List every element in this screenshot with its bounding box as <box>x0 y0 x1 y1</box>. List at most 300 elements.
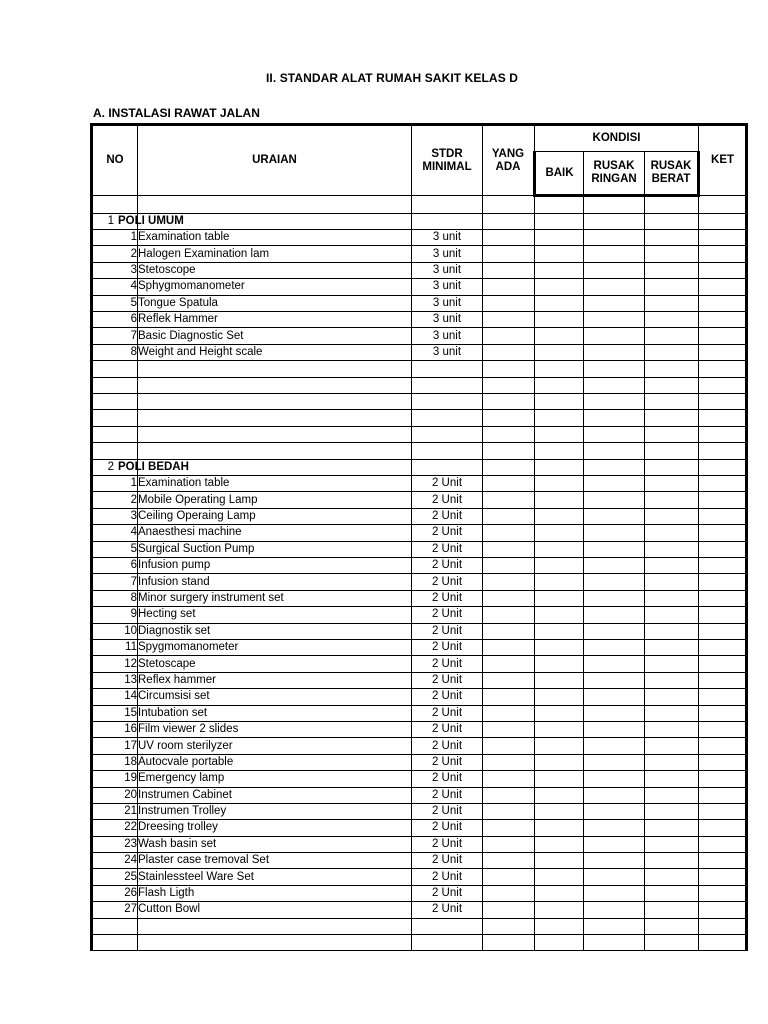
empty-cell <box>535 771 584 787</box>
category-number: 2 <box>107 461 114 474</box>
empty-cell <box>584 902 645 918</box>
header-rusak-ringan-line1: RUSAK <box>593 160 635 172</box>
empty-cell <box>535 443 584 460</box>
header-rusak-ringan <box>584 152 645 196</box>
item-std-minimal: 2 Unit <box>412 705 483 721</box>
empty-cell <box>483 344 535 360</box>
category-name: POLI BEDAH <box>118 461 189 474</box>
empty-cell <box>699 853 747 869</box>
empty-cell <box>138 410 412 426</box>
item-number: 18 <box>92 754 138 770</box>
empty-cell <box>699 836 747 852</box>
empty-row <box>92 918 747 934</box>
empty-cell <box>138 196 412 214</box>
empty-cell <box>483 918 535 934</box>
empty-cell <box>92 361 138 377</box>
spacer-row <box>92 196 747 214</box>
item-std-minimal: 2 Unit <box>412 656 483 672</box>
item-number: 12 <box>92 656 138 672</box>
item-number: 26 <box>92 885 138 901</box>
table-row <box>92 803 747 819</box>
item-std-minimal: 3 unit <box>412 279 483 295</box>
empty-cell <box>412 918 483 934</box>
item-std-minimal: 2 Unit <box>412 771 483 787</box>
empty-cell <box>699 672 747 688</box>
item-number: 10 <box>92 623 138 639</box>
item-number: 7 <box>92 574 138 590</box>
empty-cell <box>483 935 535 951</box>
empty-cell <box>699 476 747 492</box>
item-std-minimal: 2 Unit <box>412 639 483 655</box>
table-row <box>92 787 747 803</box>
item-number: 6 <box>92 311 138 327</box>
header-baik: BAIK <box>535 152 584 196</box>
item-uraian: UV room sterilyzer <box>138 738 412 754</box>
item-number: 4 <box>92 525 138 541</box>
empty-cell <box>645 426 699 442</box>
item-uraian: Reflex hammer <box>138 672 412 688</box>
item-number: 1 <box>92 476 138 492</box>
empty-cell <box>483 885 535 901</box>
item-std-minimal: 2 Unit <box>412 803 483 819</box>
table-row <box>92 279 747 295</box>
empty-cell <box>584 508 645 524</box>
empty-cell <box>699 754 747 770</box>
table-row <box>92 344 747 360</box>
table-row <box>92 820 747 836</box>
empty-cell <box>699 574 747 590</box>
table-row <box>92 853 747 869</box>
empty-cell <box>645 721 699 737</box>
empty-cell <box>535 262 584 278</box>
empty-cell <box>584 230 645 246</box>
item-std-minimal: 2 Unit <box>412 525 483 541</box>
empty-cell <box>535 393 584 409</box>
empty-cell <box>584 721 645 737</box>
empty-cell <box>699 328 747 344</box>
empty-cell <box>535 426 584 442</box>
empty-cell <box>699 393 747 409</box>
empty-cell <box>699 803 747 819</box>
empty-cell <box>699 771 747 787</box>
empty-cell <box>645 410 699 426</box>
header-rusak-berat-line2: BERAT <box>651 173 691 185</box>
item-uraian: Stetoscape <box>138 656 412 672</box>
empty-cell <box>645 508 699 524</box>
item-uraian: Plaster case tremoval Set <box>138 853 412 869</box>
empty-row <box>92 361 747 377</box>
item-std-minimal: 2 Unit <box>412 754 483 770</box>
empty-cell <box>483 689 535 705</box>
item-number: 6 <box>92 558 138 574</box>
category-name: POLI UMUM <box>118 215 184 227</box>
empty-cell <box>584 328 645 344</box>
empty-cell <box>483 672 535 688</box>
item-std-minimal: 3 unit <box>412 230 483 246</box>
empty-cell <box>699 639 747 655</box>
item-std-minimal: 2 Unit <box>412 738 483 754</box>
empty-cell <box>138 377 412 393</box>
empty-cell <box>483 656 535 672</box>
item-std-minimal: 3 unit <box>412 344 483 360</box>
empty-cell <box>535 623 584 639</box>
item-uraian: Anaesthesi machine <box>138 525 412 541</box>
page-title: II. STANDAR ALAT RUMAH SAKIT KELAS D <box>265 71 519 85</box>
empty-cell <box>699 787 747 803</box>
empty-cell <box>584 672 645 688</box>
empty-cell <box>535 689 584 705</box>
item-uraian: Reflek Hammer <box>138 311 412 327</box>
item-std-minimal: 3 unit <box>412 262 483 278</box>
empty-cell <box>535 754 584 770</box>
table-row <box>92 607 747 623</box>
empty-cell <box>138 918 412 934</box>
empty-cell <box>584 885 645 901</box>
empty-cell <box>483 738 535 754</box>
table-row <box>92 230 747 246</box>
table-body <box>92 196 747 951</box>
empty-cell <box>483 525 535 541</box>
empty-cell <box>584 361 645 377</box>
spacer-row <box>92 443 747 460</box>
empty-cell <box>483 279 535 295</box>
empty-cell <box>483 443 535 460</box>
empty-cell <box>699 443 747 460</box>
item-std-minimal: 2 Unit <box>412 508 483 524</box>
table-row <box>92 885 747 901</box>
empty-cell <box>645 869 699 885</box>
item-number: 22 <box>92 820 138 836</box>
empty-cell <box>645 393 699 409</box>
empty-cell <box>699 246 747 262</box>
empty-cell <box>645 787 699 803</box>
empty-cell <box>535 492 584 508</box>
empty-cell <box>92 410 138 426</box>
empty-cell <box>584 689 645 705</box>
table-row <box>92 492 747 508</box>
item-uraian: Autocvale portable <box>138 754 412 770</box>
empty-cell <box>535 295 584 311</box>
empty-cell <box>483 492 535 508</box>
item-uraian: Halogen Examination lam <box>138 246 412 262</box>
empty-cell <box>483 869 535 885</box>
item-number: 4 <box>92 279 138 295</box>
empty-row <box>92 935 747 951</box>
table-row <box>92 311 747 327</box>
empty-cell <box>584 393 645 409</box>
empty-cell <box>535 820 584 836</box>
empty-cell <box>483 410 535 426</box>
table-row <box>92 902 747 918</box>
table-row <box>92 689 747 705</box>
item-std-minimal: 2 Unit <box>412 869 483 885</box>
item-std-minimal: 2 Unit <box>412 476 483 492</box>
empty-cell <box>412 443 483 460</box>
empty-cell <box>412 361 483 377</box>
item-number: 2 <box>92 492 138 508</box>
empty-cell <box>584 525 645 541</box>
empty-cell <box>535 344 584 360</box>
empty-cell <box>699 558 747 574</box>
empty-cell <box>699 705 747 721</box>
category-cell <box>92 214 184 230</box>
equipment-table <box>90 123 748 951</box>
header-uraian: URAIAN <box>138 125 412 196</box>
item-uraian: Tongue Spatula <box>138 295 412 311</box>
empty-cell <box>584 705 645 721</box>
empty-cell <box>645 492 699 508</box>
table-row <box>92 558 747 574</box>
empty-cell <box>699 738 747 754</box>
empty-cell <box>699 885 747 901</box>
empty-cell <box>699 492 747 508</box>
empty-cell <box>584 558 645 574</box>
empty-cell <box>483 787 535 803</box>
empty-cell <box>535 279 584 295</box>
empty-cell <box>645 196 699 214</box>
item-uraian: Dreesing trolley <box>138 820 412 836</box>
empty-cell <box>483 853 535 869</box>
category-cell <box>92 460 189 476</box>
empty-cell <box>483 574 535 590</box>
empty-cell <box>699 361 747 377</box>
empty-cell <box>645 705 699 721</box>
empty-cell <box>483 639 535 655</box>
empty-cell <box>535 902 584 918</box>
empty-cell <box>412 393 483 409</box>
empty-cell <box>584 295 645 311</box>
item-uraian: Hecting set <box>138 607 412 623</box>
empty-cell <box>584 803 645 819</box>
empty-cell <box>645 344 699 360</box>
empty-cell <box>483 214 535 230</box>
header-yang-line1: YANG <box>491 147 525 160</box>
table-row <box>92 246 747 262</box>
empty-cell <box>645 460 699 476</box>
empty-cell <box>412 935 483 951</box>
empty-cell <box>535 328 584 344</box>
empty-cell <box>535 590 584 606</box>
item-uraian: Infusion pump <box>138 558 412 574</box>
empty-cell <box>699 279 747 295</box>
empty-cell <box>483 820 535 836</box>
empty-cell <box>535 738 584 754</box>
empty-cell <box>584 754 645 770</box>
header-rusak-ringan-line2: RINGAN <box>591 173 637 185</box>
empty-cell <box>535 885 584 901</box>
category-label <box>93 214 184 229</box>
empty-cell <box>535 721 584 737</box>
header-no: NO <box>92 125 138 196</box>
empty-cell <box>699 935 747 951</box>
empty-cell <box>584 869 645 885</box>
table-row <box>92 705 747 721</box>
empty-cell <box>584 279 645 295</box>
empty-cell <box>412 214 483 230</box>
item-std-minimal: 3 unit <box>412 311 483 327</box>
category-row <box>92 460 747 476</box>
item-std-minimal: 2 Unit <box>412 902 483 918</box>
item-uraian: Emergency lamp <box>138 771 412 787</box>
empty-row <box>92 426 747 442</box>
item-number: 21 <box>92 803 138 819</box>
table-row <box>92 738 747 754</box>
empty-cell <box>584 918 645 934</box>
empty-cell <box>645 558 699 574</box>
empty-cell <box>483 508 535 524</box>
item-uraian: Instrumen Trolley <box>138 803 412 819</box>
empty-cell <box>483 230 535 246</box>
empty-cell <box>584 460 645 476</box>
empty-cell <box>535 607 584 623</box>
item-number: 8 <box>92 590 138 606</box>
empty-cell <box>645 246 699 262</box>
item-number: 5 <box>92 295 138 311</box>
table-row <box>92 328 747 344</box>
empty-cell <box>584 935 645 951</box>
empty-cell <box>699 311 747 327</box>
table-row <box>92 672 747 688</box>
table-row <box>92 541 747 557</box>
item-number: 8 <box>92 344 138 360</box>
item-std-minimal: 2 Unit <box>412 820 483 836</box>
empty-cell <box>535 935 584 951</box>
table-row <box>92 508 747 524</box>
empty-cell <box>483 558 535 574</box>
empty-cell <box>645 738 699 754</box>
item-uraian: Mobile Operating Lamp <box>138 492 412 508</box>
empty-cell <box>645 311 699 327</box>
empty-cell <box>584 787 645 803</box>
empty-cell <box>699 541 747 557</box>
empty-cell <box>699 689 747 705</box>
empty-cell <box>645 836 699 852</box>
empty-cell <box>483 311 535 327</box>
empty-cell <box>584 344 645 360</box>
empty-cell <box>699 607 747 623</box>
item-std-minimal: 3 unit <box>412 328 483 344</box>
empty-cell <box>92 443 138 460</box>
empty-cell <box>483 541 535 557</box>
table-row <box>92 295 747 311</box>
empty-cell <box>535 230 584 246</box>
item-uraian: Weight and Height scale <box>138 344 412 360</box>
empty-row <box>92 410 747 426</box>
item-number: 13 <box>92 672 138 688</box>
header-yang-line2: ADA <box>495 160 521 173</box>
empty-cell <box>645 754 699 770</box>
header-stdr-minimal <box>412 125 483 196</box>
item-number: 11 <box>92 639 138 655</box>
empty-cell <box>535 508 584 524</box>
header-kondisi: KONDISI <box>535 125 699 152</box>
empty-cell <box>699 460 747 476</box>
empty-cell <box>645 279 699 295</box>
empty-cell <box>483 705 535 721</box>
empty-cell <box>535 311 584 327</box>
empty-cell <box>584 853 645 869</box>
empty-cell <box>584 492 645 508</box>
empty-cell <box>645 230 699 246</box>
item-uraian: Infusion stand <box>138 574 412 590</box>
empty-cell <box>412 377 483 393</box>
empty-cell <box>483 476 535 492</box>
item-std-minimal: 2 Unit <box>412 558 483 574</box>
empty-cell <box>645 361 699 377</box>
empty-cell <box>645 853 699 869</box>
empty-cell <box>645 607 699 623</box>
empty-cell <box>535 639 584 655</box>
empty-cell <box>584 377 645 393</box>
header-stdr-line2: MINIMAL <box>422 160 472 173</box>
empty-cell <box>699 623 747 639</box>
item-std-minimal: 2 Unit <box>412 853 483 869</box>
empty-cell <box>645 803 699 819</box>
empty-cell <box>483 246 535 262</box>
empty-cell <box>699 262 747 278</box>
empty-cell <box>699 508 747 524</box>
item-std-minimal: 2 Unit <box>412 885 483 901</box>
item-std-minimal: 3 unit <box>412 246 483 262</box>
empty-cell <box>645 590 699 606</box>
item-number: 3 <box>92 262 138 278</box>
empty-cell <box>483 754 535 770</box>
empty-cell <box>535 246 584 262</box>
empty-cell <box>584 311 645 327</box>
empty-cell <box>584 196 645 214</box>
item-uraian: Flash Ligth <box>138 885 412 901</box>
empty-cell <box>138 393 412 409</box>
empty-cell <box>138 426 412 442</box>
empty-cell <box>412 196 483 214</box>
item-uraian: Cutton Bowl <box>138 902 412 918</box>
empty-cell <box>584 820 645 836</box>
item-uraian: Ceiling Operaing Lamp <box>138 508 412 524</box>
empty-cell <box>645 525 699 541</box>
empty-cell <box>584 836 645 852</box>
table-row <box>92 721 747 737</box>
item-number: 14 <box>92 689 138 705</box>
item-number: 20 <box>92 787 138 803</box>
empty-cell <box>483 902 535 918</box>
item-std-minimal: 3 unit <box>412 295 483 311</box>
item-uraian: Diagnostik set <box>138 623 412 639</box>
empty-cell <box>535 836 584 852</box>
item-std-minimal: 2 Unit <box>412 541 483 557</box>
empty-cell <box>584 574 645 590</box>
empty-cell <box>92 426 138 442</box>
empty-cell <box>645 639 699 655</box>
header-yang-ada <box>483 125 535 196</box>
item-std-minimal: 2 Unit <box>412 492 483 508</box>
item-number: 5 <box>92 541 138 557</box>
item-number: 7 <box>92 328 138 344</box>
empty-cell <box>584 443 645 460</box>
empty-cell <box>584 426 645 442</box>
item-number: 16 <box>92 721 138 737</box>
empty-cell <box>699 295 747 311</box>
empty-cell <box>92 393 138 409</box>
item-uraian: Spygmomanometer <box>138 639 412 655</box>
item-std-minimal: 2 Unit <box>412 574 483 590</box>
empty-cell <box>699 525 747 541</box>
empty-cell <box>584 639 645 655</box>
item-uraian: Minor surgery instrument set <box>138 590 412 606</box>
empty-cell <box>483 196 535 214</box>
empty-cell <box>699 721 747 737</box>
empty-cell <box>584 771 645 787</box>
empty-cell <box>138 935 412 951</box>
